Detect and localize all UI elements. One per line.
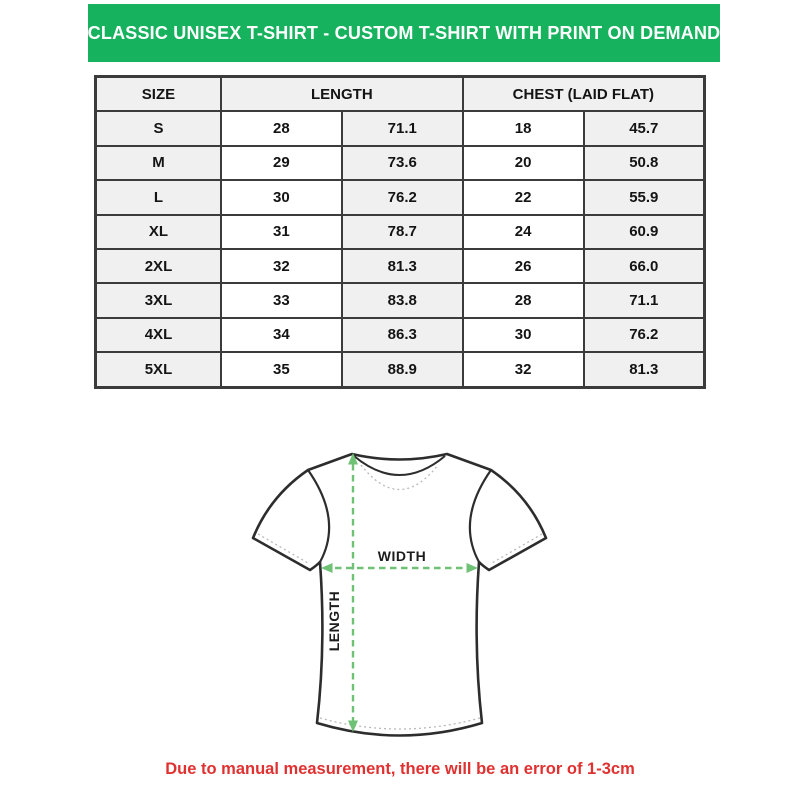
cell-chest-in: 24 [463,215,584,249]
cell-chest-cm: 76.2 [584,318,705,352]
cell-chest-in: 18 [463,111,584,145]
table-row [96,283,705,317]
cell-chest-cm: 45.7 [584,111,705,145]
cell-size: XL [96,215,221,249]
cell-chest-cm: 71.1 [584,283,705,317]
table-row [96,318,705,352]
cell-length-in: 33 [221,283,342,317]
cell-length-in: 31 [221,215,342,249]
cell-length-in: 35 [221,352,342,387]
cell-length-cm: 88.9 [342,352,463,387]
col-header-size: SIZE [96,77,221,112]
cell-length-in: 28 [221,111,342,145]
cell-chest-cm: 81.3 [584,352,705,387]
width-label: WIDTH [377,548,427,564]
cell-size: 4XL [96,318,221,352]
page-title: CLASSIC UNISEX T-SHIRT - CUSTOM T-SHIRT WITH PRINT ON DEMAND [87,22,721,43]
cell-chest-in: 28 [463,283,584,317]
tshirt-measurement-diagram [245,440,555,750]
cell-length-cm: 76.2 [342,180,463,214]
cell-length-cm: 78.7 [342,215,463,249]
cell-size: 3XL [96,283,221,317]
cell-size: M [96,146,221,180]
cell-length-cm: 71.1 [342,111,463,145]
header-row [96,77,705,112]
measurement-note: Due to manual measurement, there will be an error of 1-3cm [165,760,635,778]
cell-length-cm: 81.3 [342,249,463,283]
table-row [96,249,705,283]
cell-chest-in: 26 [463,249,584,283]
table-row [96,180,705,214]
cell-size: 2XL [96,249,221,283]
cell-chest-in: 20 [463,146,584,180]
cell-chest-cm: 66.0 [584,249,705,283]
cell-chest-in: 30 [463,318,584,352]
cell-chest-cm: 60.9 [584,215,705,249]
cell-chest-in: 22 [463,180,584,214]
size-chart [94,75,706,389]
cell-length-in: 30 [221,180,342,214]
col-header-chest: CHEST (LAID FLAT) [463,77,705,112]
col-header-length: LENGTH [221,77,463,112]
table-row [96,146,705,180]
cell-size: L [96,180,221,214]
table-row [96,352,705,387]
title-banner [88,4,720,62]
cell-length-cm: 86.3 [342,318,463,352]
cell-chest-cm: 50.8 [584,146,705,180]
cell-size: S [96,111,221,145]
tshirt-outline [253,454,546,736]
size-chart-table [94,75,706,389]
cell-length-cm: 73.6 [342,146,463,180]
length-label: LENGTH [326,590,342,652]
table-row [96,111,705,145]
cell-length-in: 34 [221,318,342,352]
table-row [96,215,705,249]
cell-size: 5XL [96,352,221,387]
cell-length-cm: 83.8 [342,283,463,317]
cell-length-in: 29 [221,146,342,180]
cell-chest-cm: 55.9 [584,180,705,214]
cell-length-in: 32 [221,249,342,283]
cell-chest-in: 32 [463,352,584,387]
